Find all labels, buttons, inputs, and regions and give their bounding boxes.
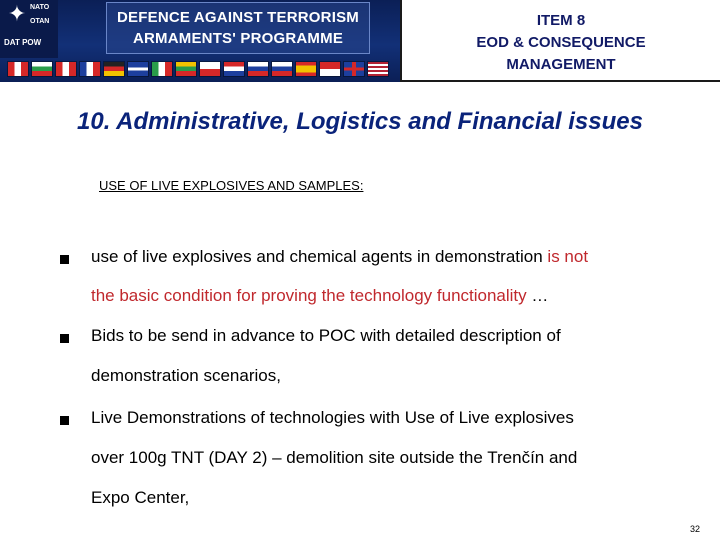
- item-number: ITEM 8: [536, 12, 586, 29]
- programme-title-line2: ARMAMENTS' PROGRAMME: [132, 30, 344, 47]
- bullet-3-line-3: Expo Center,: [91, 488, 190, 507]
- flag-icon: [80, 62, 100, 76]
- flag-strip: [8, 62, 392, 76]
- bullet-marker: [60, 255, 69, 264]
- flag-icon: [32, 62, 52, 76]
- bullet-2-line-2: demonstration scenarios,: [91, 366, 281, 385]
- bullet-2-line-1: Bids to be send in advance to POC with detailed description of: [91, 326, 561, 345]
- flag-icon: [56, 62, 76, 76]
- logo-nato-text: NATO: [30, 4, 50, 11]
- flag-icon: [176, 62, 196, 76]
- flag-icon: [152, 62, 172, 76]
- section-subheading: USE OF LIVE EXPLOSIVES AND SAMPLES:: [99, 178, 364, 193]
- bullet-3-line-2: over 100g TNT (DAY 2) – demolition site outside the Trenčín and: [91, 448, 578, 467]
- flag-icon: [296, 62, 316, 76]
- bullet-1-line-1: [91, 247, 588, 267]
- bullet-marker: [60, 334, 69, 343]
- bullet-1-line-2: [91, 286, 548, 306]
- item-topic-line2: MANAGEMENT: [506, 56, 616, 73]
- programme-title-line1: DEFENCE AGAINST TERRORISM: [117, 9, 359, 26]
- programme-title-box: [106, 2, 370, 54]
- flag-icon: [368, 62, 388, 76]
- item-topic-line1: EOD & CONSEQUENCE: [476, 34, 646, 51]
- nato-star-icon: ✦: [7, 2, 27, 27]
- flag-icon: [224, 62, 244, 76]
- flag-icon: [248, 62, 268, 76]
- bullet-1-text: use of live explosives and chemical agents in demonstration: [91, 247, 548, 266]
- item-box: [400, 0, 720, 82]
- flag-icon: [200, 62, 220, 76]
- logo-otan-text: OTAN: [30, 18, 50, 25]
- flag-icon: [344, 62, 364, 76]
- bullet-1-ellipsis: …: [526, 286, 549, 305]
- flag-icon: [320, 62, 340, 76]
- programme-banner: [0, 0, 400, 82]
- slide-title: 10. Administrative, Logistics and Financial issues: [77, 108, 643, 135]
- bullet-1-emphasis: is not: [547, 247, 589, 266]
- flag-icon: [104, 62, 124, 76]
- flag-icon: [8, 62, 28, 76]
- nato-logo: [0, 0, 58, 58]
- flag-icon: [272, 62, 292, 76]
- bullet-1-emphasis-cont: the basic condition for proving the technology functionality: [91, 286, 527, 305]
- bullet-3-line-1: Live Demonstrations of technologies with Use of Live explosives: [91, 408, 574, 427]
- page-number: 32: [690, 524, 701, 534]
- flag-icon: [128, 62, 148, 76]
- bullet-marker: [60, 416, 69, 425]
- logo-unit-text: DAT POW: [4, 38, 42, 47]
